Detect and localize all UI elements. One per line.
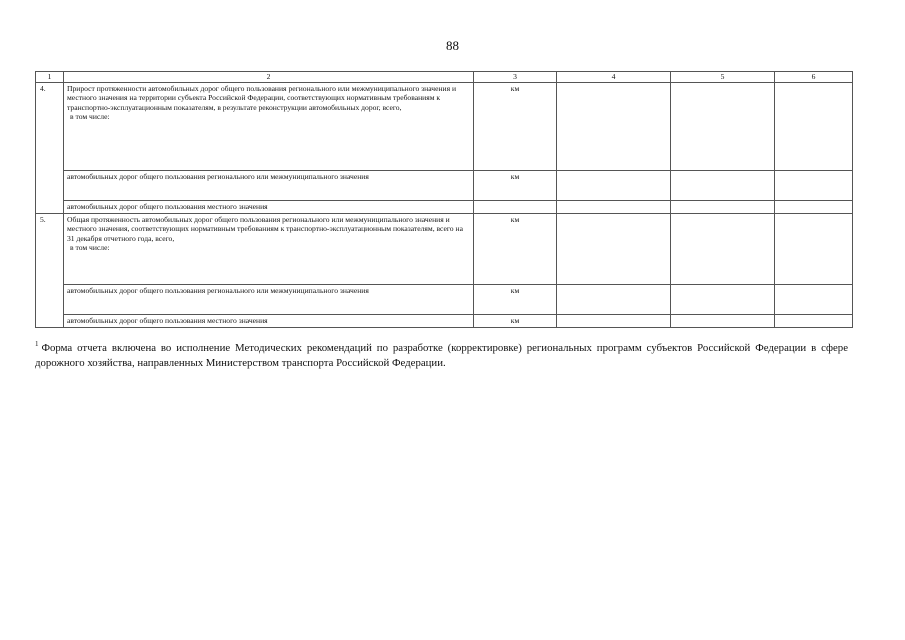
row-unit: км (474, 315, 557, 328)
table-row (36, 171, 853, 201)
row-description (64, 83, 474, 171)
header-cell: 6 (775, 72, 853, 83)
row-description (64, 214, 474, 285)
value-cell (775, 83, 853, 171)
table-row (36, 214, 853, 285)
header-cell: 3 (474, 72, 557, 83)
row-description: автомобильных дорог общего пользования местного значения (64, 315, 474, 328)
value-cell (775, 171, 853, 201)
value-cell (775, 214, 853, 285)
value-cell (557, 201, 671, 214)
footnote-marker: 1 (35, 340, 39, 348)
table-row (36, 285, 853, 315)
row-description: автомобильных дорог общего пользования регионального или межмуниципального значения (64, 285, 474, 315)
value-cell (775, 315, 853, 328)
row-unit: км (474, 214, 557, 285)
report-table (35, 71, 853, 328)
row-unit: км (474, 171, 557, 201)
row-unit: км (474, 83, 557, 171)
row-number: 5. (36, 214, 64, 328)
header-cell: 2 (64, 72, 474, 83)
table-row (36, 83, 853, 171)
header-cell: 1 (36, 72, 64, 83)
value-cell (671, 201, 775, 214)
row-number: 4. (36, 83, 64, 214)
row-unit: км (474, 285, 557, 315)
value-cell (557, 285, 671, 315)
table-header-row (36, 72, 853, 83)
footnote-text: Форма отчета включена во исполнение Методических рекомендаций по разработке (корректировке) региональных программ субъектов Российской Федерации в сфере дорожного хозяйства, направленных Министерством транспорта Российской Федерации. (35, 342, 848, 369)
value-cell (557, 214, 671, 285)
row-subheading: в том числе: (70, 242, 110, 252)
footnote (35, 341, 848, 371)
row-description: автомобильных дорог общего пользования регионального или межмуниципального значения (64, 171, 474, 201)
header-cell: 5 (671, 72, 775, 83)
value-cell (775, 201, 853, 214)
value-cell (671, 315, 775, 328)
row-subheading: в том числе: (70, 111, 110, 121)
value-cell (671, 214, 775, 285)
value-cell (671, 285, 775, 315)
row-unit (474, 201, 557, 214)
value-cell (671, 171, 775, 201)
page-number: 88 (446, 38, 459, 53)
row-description-text: Общая протяженность автомобильных дорог общего пользования регионального или межмуниципального значения и местного значения, соответствующих нормативным требованиям к транспортно-эксплуатационным показателям, всего на 31 декабря отчетного года, всего, (67, 215, 463, 243)
value-cell (671, 83, 775, 171)
value-cell (557, 83, 671, 171)
header-cell: 4 (557, 72, 671, 83)
value-cell (557, 315, 671, 328)
value-cell (557, 171, 671, 201)
table-row (36, 315, 853, 328)
value-cell (775, 285, 853, 315)
table-row (36, 201, 853, 214)
row-description-text: Прирост протяженности автомобильных дорог общего пользования регионального или межмуниципального значения и местного значения на территории субъекта Российской Федерации, соответствующих нормативным требованиям к транспортно-эксплуатационным показателям, в результате реконструкции автомобильных дорог, всего, (67, 84, 457, 112)
row-description: автомобильных дорог общего пользования местного значения (64, 201, 474, 214)
